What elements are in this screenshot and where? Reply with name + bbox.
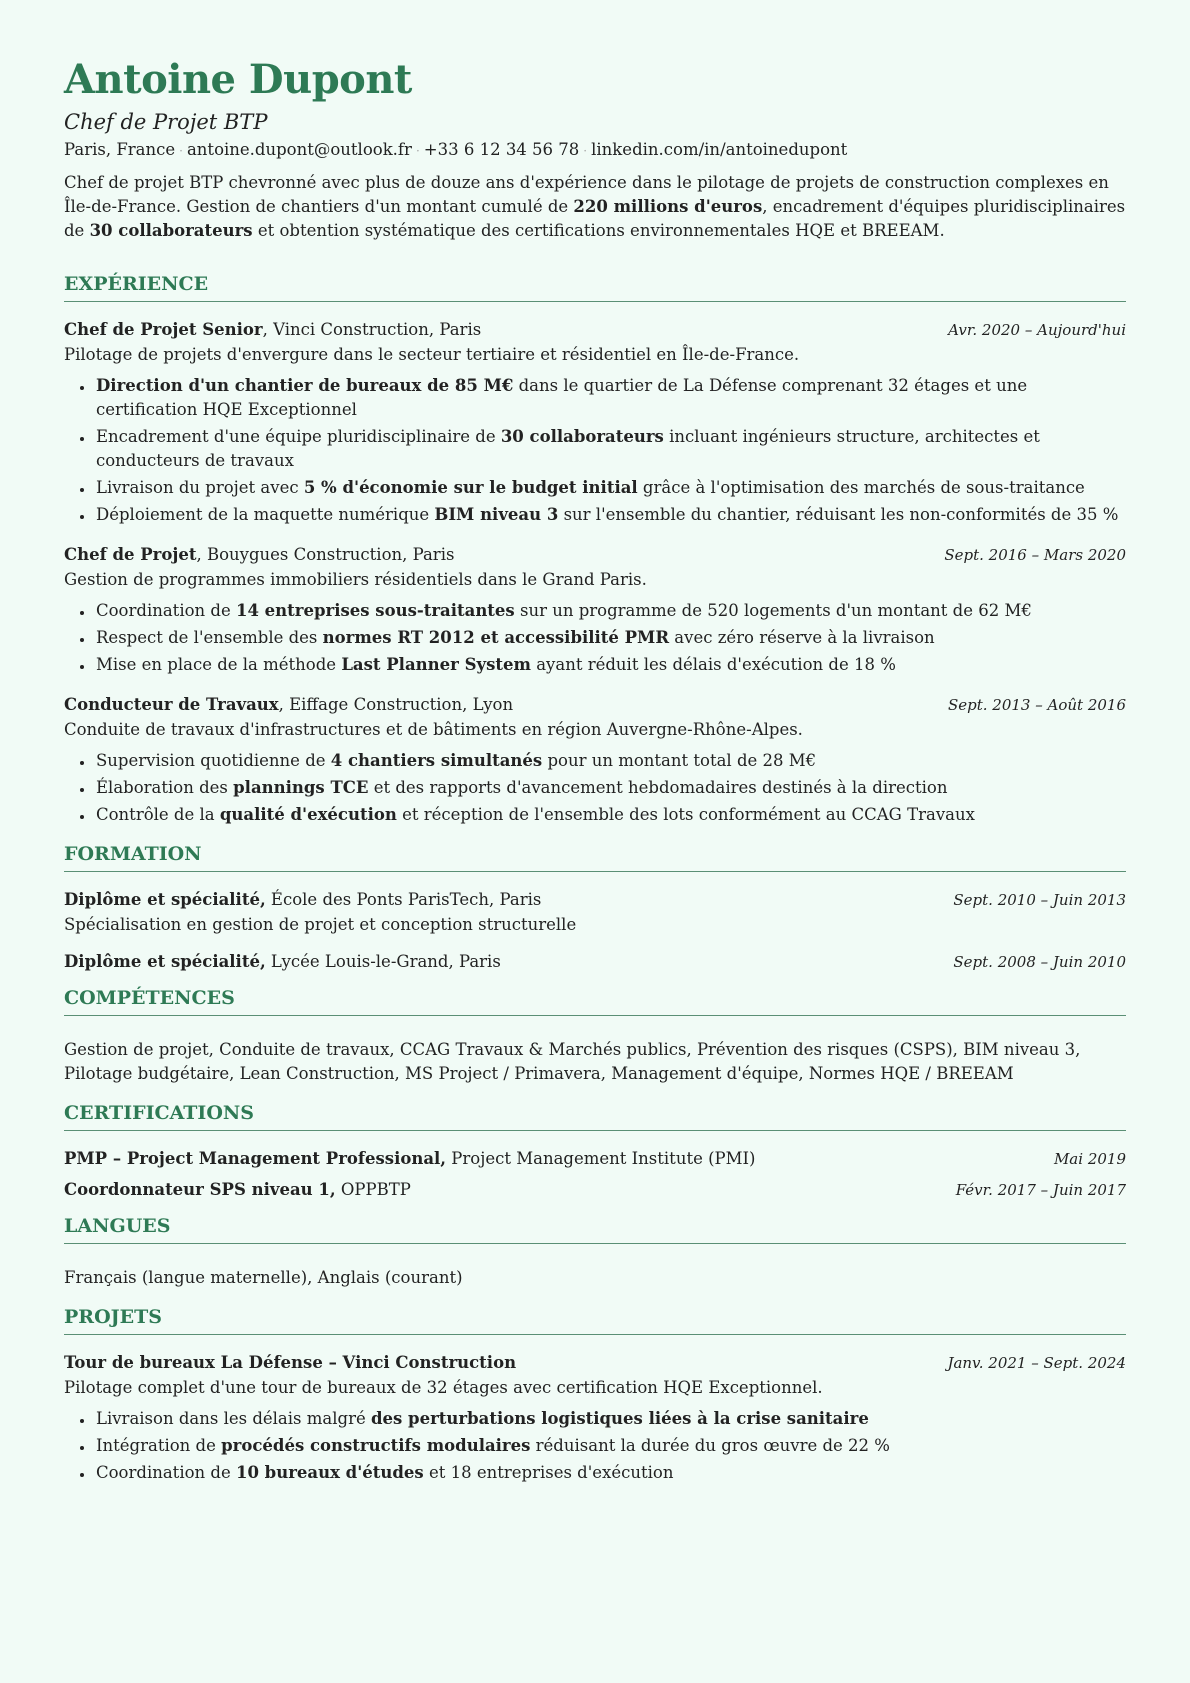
certification-org: Project Management Institute (PMI) [446,1149,756,1168]
bullet-item: • Encadrement d'une équipe pluridisciplinaire de 30 collaborateurs incluant ingénieurs structure, architectes et conducteurs de travaux [94,425,1126,473]
bullet-item: • Intégration de procédés constructifs modulaires réduisant la durée du gros œuvre de 22 % [94,1434,1126,1458]
bullet-list [64,374,1126,527]
company: , Bouygues Construction, Paris [196,545,455,564]
bullet-item: • Supervision quotidienne de 4 chantiers simultanés pour un montant total de 28 M€ [94,749,1126,773]
resume-header [64,58,1126,159]
date-range: Janv. 2021 – Sept. 2024 [947,1354,1126,1372]
skills-list: Gestion de projet, Conduite de travaux, CCAG Travaux & Marchés publics, Prévention des risques (CSPS), BIM niveau 3, Pilotage budgétaire, Lean Construction, MS Project / Primavera, Management d'équipe, Normes HQE / BREEAM [64,1040,1081,1083]
education-entry [64,952,1126,971]
bullet-item: • Déploiement de la maquette numérique BIM niveau 3 sur l'ensemble du chantier, réduisant les non-conformités de 35 % [94,503,1126,527]
bullet-item: • Contrôle de la qualité d'exécution et réception de l'ensemble des lots conformément au CCAG Travaux [94,803,1126,827]
candidate-name: Antoine Dupont [64,56,412,103]
linkedin-link[interactable]: linkedin.com/in/antoinedupont [591,140,848,159]
experience-entry [64,545,1126,677]
date-range: Sept. 2016 – Mars 2020 [944,546,1126,564]
certification-entry [64,1149,1126,1168]
section-heading-competences: COMPÉTENCES [64,987,1126,1016]
date-range: Sept. 2013 – Août 2016 [947,696,1126,714]
school: Lycée Louis-le-Grand, Paris [265,952,501,971]
bullet-item: • Élaboration des plannings TCE et des rapports d'avancement hebdomadaires destinés à la direction [94,776,1126,800]
email-link[interactable]: antoine.dupont@outlook.fr [186,140,412,159]
phone: +33 6 12 34 56 78 [423,140,580,159]
entry-description: Gestion de programmes immobiliers résidentiels dans le Grand Paris. [64,570,647,589]
role: Chef de Projet [64,545,197,564]
date-range: Févr. 2017 – Juin 2017 [955,1181,1126,1199]
entry-description: Spécialisation en gestion de projet et conception structurelle [64,915,577,934]
date-range: Sept. 2010 – Juin 2013 [953,891,1126,909]
company: , Eiffage Construction, Lyon [278,695,514,714]
role: Conducteur de Travaux [64,695,279,714]
summary-text: Chef de projet BTP chevronné avec plus de douze ans d'expérience dans le pilotage de projets de construction complexes en Île-de-France. Gestion de chantiers d'un montant cumulé de [64,173,1109,216]
professional-summary [64,171,1126,243]
languages-list: Français (langue maternelle), Anglais (courant) [64,1268,463,1287]
bullet-list [64,1407,1126,1485]
entry-description: Conduite de travaux d'infrastructures et de bâtiments en région Auvergne-Rhône-Alpes. [64,720,803,739]
certification-entry [64,1180,1126,1199]
summary-highlight: 220 millions d'euros [573,197,763,216]
contact-line [64,140,1126,159]
section-heading-certifications: CERTIFICATIONS [64,1102,1126,1131]
separator: · [415,144,420,158]
location: Paris, France [64,140,176,159]
section-heading-experience: EXPÉRIENCE [64,273,1126,302]
bullet-item: • Respect de l'ensemble des normes RT 2012 et accessibilité PMR avec zéro réserve à la livraison [94,626,1126,650]
certification-name: PMP – Project Management Professional, [64,1149,447,1168]
date-range: Sept. 2008 – Juin 2010 [953,953,1126,971]
degree: Diplôme et spécialité, [64,890,266,909]
entry-description: Pilotage de projets d'envergure dans le secteur tertiaire et résidentiel en Île-de-France. [64,345,800,364]
entry-description: Pilotage complet d'une tour de bureaux de 32 étages avec certification HQE Exceptionnel. [64,1378,823,1397]
experience-entry [64,695,1126,827]
separator: · [179,144,183,158]
company: , Vinci Construction, Paris [262,320,482,339]
separator: · [583,144,588,158]
summary-text: et obtention systématique des certifications environnementales HQE et BREEAM. [252,221,945,240]
job-title: Chef de Projet BTP [64,110,268,134]
bullet-item: • Livraison dans les délais malgré des perturbations logistiques liées à la crise sanitaire [94,1407,1126,1431]
section-heading-projets: PROJETS [64,1306,1126,1335]
summary-highlight: 30 collaborateurs [89,221,253,240]
bullet-list [64,749,1126,827]
bullet-item: • Coordination de 14 entreprises sous-traitantes sur un programme de 520 logements d'un montant de 62 M€ [94,599,1126,623]
date-range: Avr. 2020 – Aujourd'hui [948,321,1126,339]
date-range: Mai 2019 [1053,1150,1126,1168]
section-heading-formation: FORMATION [64,843,1126,872]
bullet-item: • Coordination de 10 bureaux d'études et 18 entreprises d'exécution [94,1461,1126,1485]
summary-text: , encadrement d'équipes pluridisciplinaires de [64,197,1126,240]
project-name: Tour de bureaux La Défense – Vinci Construction [64,1353,517,1372]
project-entry [64,1353,1126,1485]
section-heading-langues: LANGUES [64,1215,1126,1244]
role: Chef de Projet Senior [64,320,263,339]
experience-entry [64,320,1126,527]
certification-org: OPPBTP [335,1180,411,1199]
bullet-item: • Direction d'un chantier de bureaux de 85 M€ dans le quartier de La Défense comprenant 32 étages et une certification HQE Exceptionnel [94,374,1126,422]
school: École des Ponts ParisTech, Paris [265,890,542,909]
education-entry [64,890,1126,934]
bullet-item: • Mise en place de la méthode Last Planner System ayant réduit les délais d'exécution de 18 % [94,653,1126,677]
bullet-item: • Livraison du projet avec 5 % d'économie sur le budget initial grâce à l'optimisation des marchés de sous-traitance [94,476,1126,500]
certification-name: Coordonnateur SPS niveau 1, [64,1180,336,1199]
bullet-list [64,599,1126,677]
degree: Diplôme et spécialité, [64,952,266,971]
